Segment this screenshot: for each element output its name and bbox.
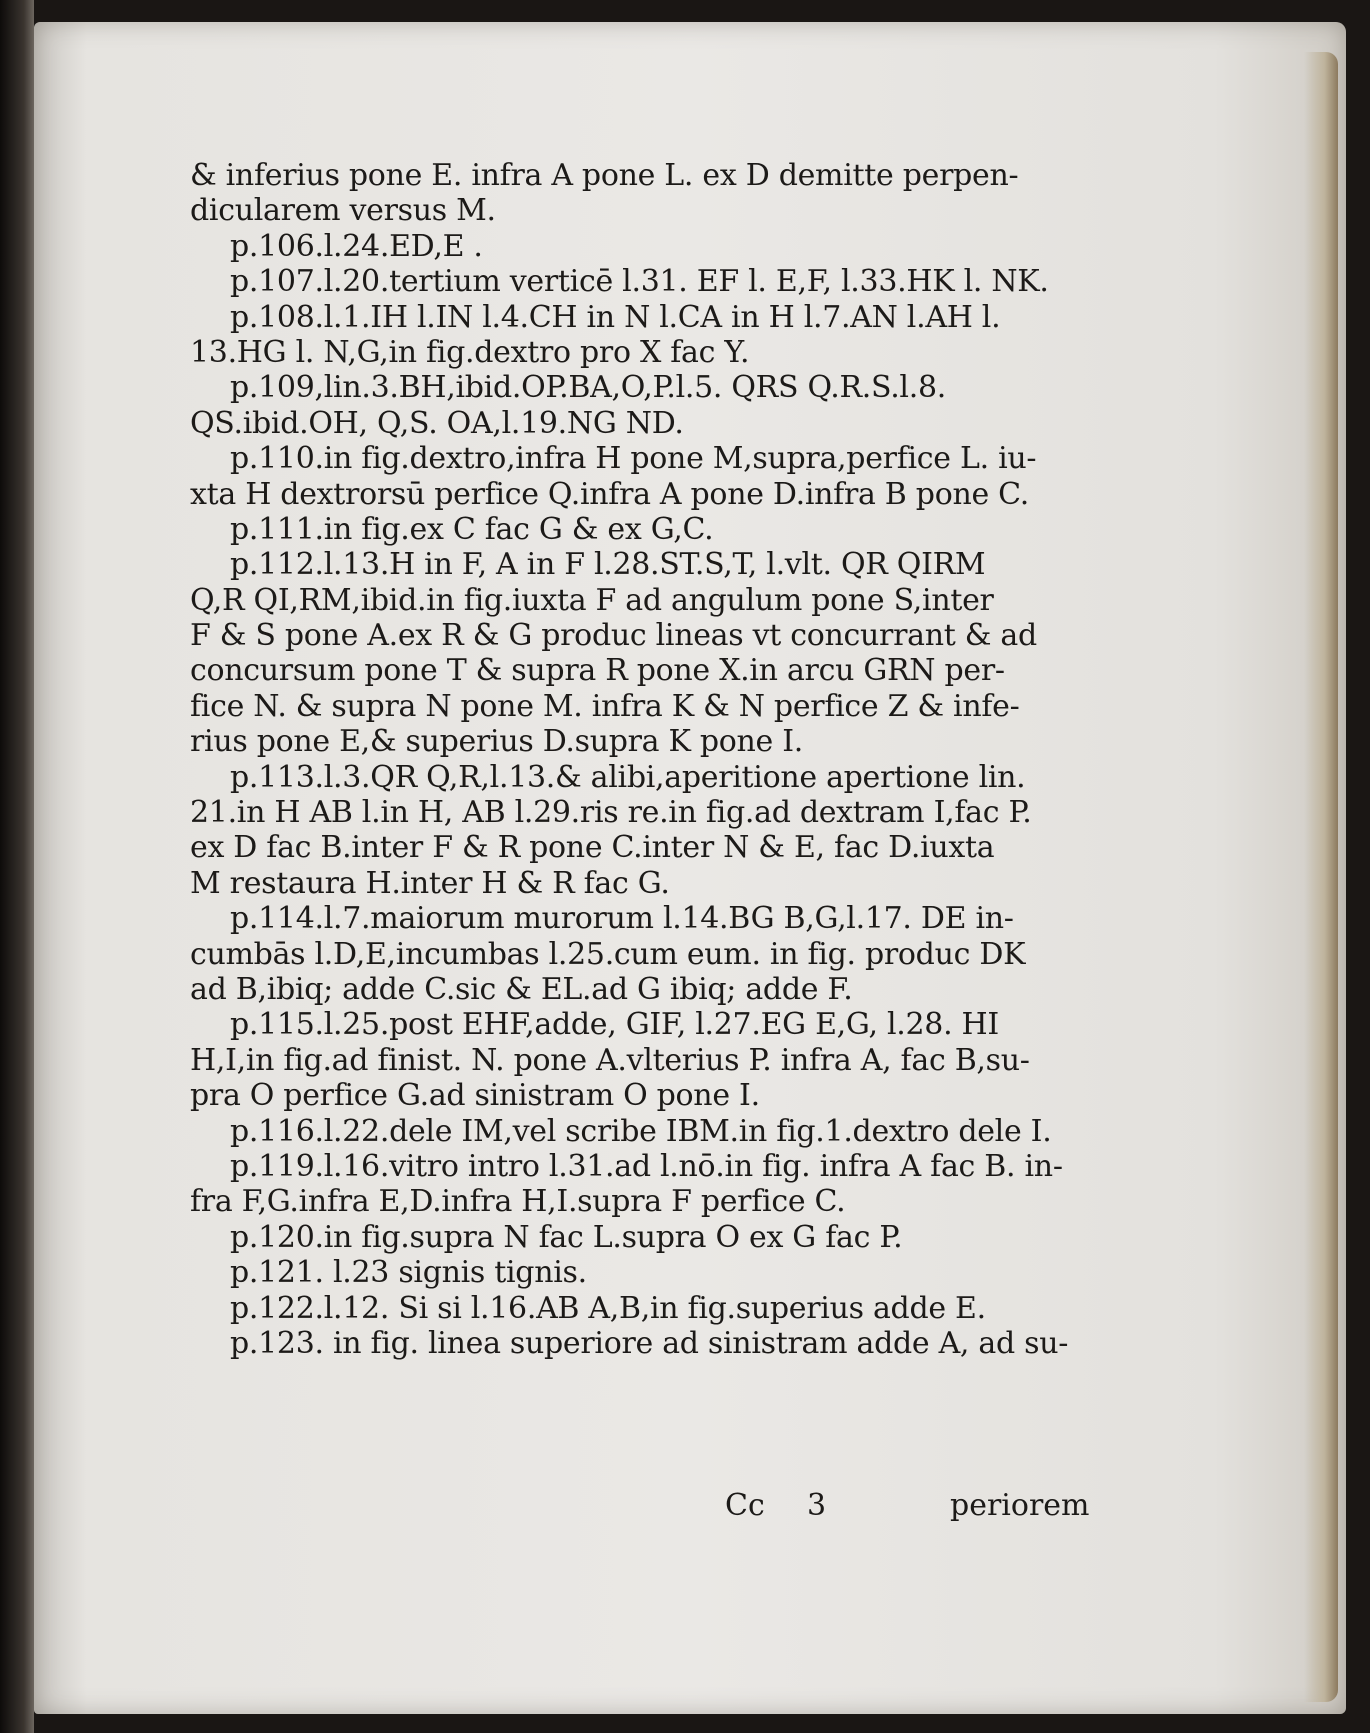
text-line-17: rius pone E,& superius D.supra K pone I. (190, 724, 804, 760)
text-line-3: p.106.l.24.ED,E . (230, 228, 483, 264)
text-line-21: M restaura H.inter H & R fac G. (190, 865, 670, 901)
text-line-2: dicularem versus M. (190, 193, 496, 229)
book-spine (0, 0, 34, 1733)
errata-text-block (190, 158, 1090, 1361)
text-line-6: 13.HG l. N,G,in fig.dextro pro X fac Y. (190, 334, 750, 370)
text-line-13: Q,R QI,RM,ibid.in fig.iuxta F ad angulum pone S,inter (190, 582, 994, 618)
text-line-16: fice N. & supra N pone M. infra K & N perfice Z & infe- (190, 688, 1020, 724)
text-line-18: p.113.l.3.QR Q,R,l.13.& alibi,aperitione apertione lin. (230, 759, 1026, 795)
text-line-10: xta H dextrorsū perfice Q.infra A pone D.infra B pone C. (190, 476, 1029, 512)
text-line-12: p.112.l.13.H in F, A in F l.28.ST.S,T, l.vlt. QR QIRM (230, 547, 986, 583)
text-line-30: fra F,G.infra E,D.infra H,I.supra F perfice C. (190, 1184, 846, 1220)
text-line-23: cumbās l.D,E,incumbas l.25.cum eum. in fig. produc DK (190, 936, 1026, 972)
text-line-14: F & S pone A.ex R & G produc lineas vt concurrant & ad (190, 618, 1037, 654)
text-line-29: p.119.l.16.vitro intro l.31.ad l.nō.in fig. infra A fac B. in- (230, 1148, 1063, 1184)
text-line-8: QS.ibid.OH, Q,S. OA,l.19.NG ND. (190, 405, 684, 441)
text-line-4: p.107.l.20.tertium verticē l.31. EF l. E,F, l.33.HK l. NK. (230, 264, 1049, 300)
signature-mark: Cc (725, 1488, 765, 1523)
page-fore-edge (1304, 52, 1338, 1702)
text-line-33: p.122.l.12. Si si l.16.AB A,B,in fig.superius adde E. (230, 1290, 986, 1326)
text-line-24: ad B,ibiq; adde C.sic & EL.ad G ibiq; adde F. (190, 971, 853, 1007)
text-line-15: concursum pone T & supra R pone X.in arcu GRN per- (190, 653, 1005, 689)
text-line-28: p.116.l.22.dele IM,vel scribe IBM.in fig.1.dextro dele I. (230, 1113, 1052, 1149)
text-line-20: ex D fac B.inter F & R pone C.inter N & E, fac D.iuxta (190, 830, 995, 866)
text-line-19: 21.in H AB l.in H, AB l.29.ris re.in fig.ad dextram I,fac P. (190, 795, 1032, 831)
catchword: periorem (950, 1488, 1090, 1523)
text-line-11: p.111.in fig.ex C fac G & ex G,C. (230, 511, 714, 547)
text-line-34: p.123. in fig. linea superiore ad sinistram adde A, ad su- (230, 1325, 1069, 1361)
text-line-31: p.120.in fig.supra N fac L.supra O ex G fac P. (230, 1219, 903, 1255)
text-line-32: p.121. l.23 signis tignis. (230, 1255, 587, 1291)
text-line-9: p.110.in fig.dextro,infra H pone M,supra,perfice L. iu- (230, 441, 1037, 477)
text-line-25: p.115.l.25.post EHF,adde, GIF, l.27.EG E,G, l.28. HI (230, 1007, 999, 1043)
text-line-26: H,I,in fig.ad finist. N. pone A.vlterius P. infra A, fac B,su- (190, 1042, 1030, 1078)
text-line-22: p.114.l.7.maiorum murorum l.14.BG B,G,l.17. DE in- (230, 901, 1014, 937)
text-line-27: pra O perfice G.ad sinistram O pone I. (190, 1078, 760, 1114)
text-line-1: & inferius pone E. infra A pone L. ex D demitte perpen- (190, 158, 1019, 193)
text-line-7: p.109,lin.3.BH,ibid.OP.BA,O,P.l.5. QRS Q.R.S.l.8. (230, 370, 946, 406)
text-line-5: p.108.l.1.IH l.IN l.4.CH in N l.CA in H l.7.AN l.AH l. (230, 299, 1001, 335)
page-number: 3 (807, 1488, 827, 1523)
